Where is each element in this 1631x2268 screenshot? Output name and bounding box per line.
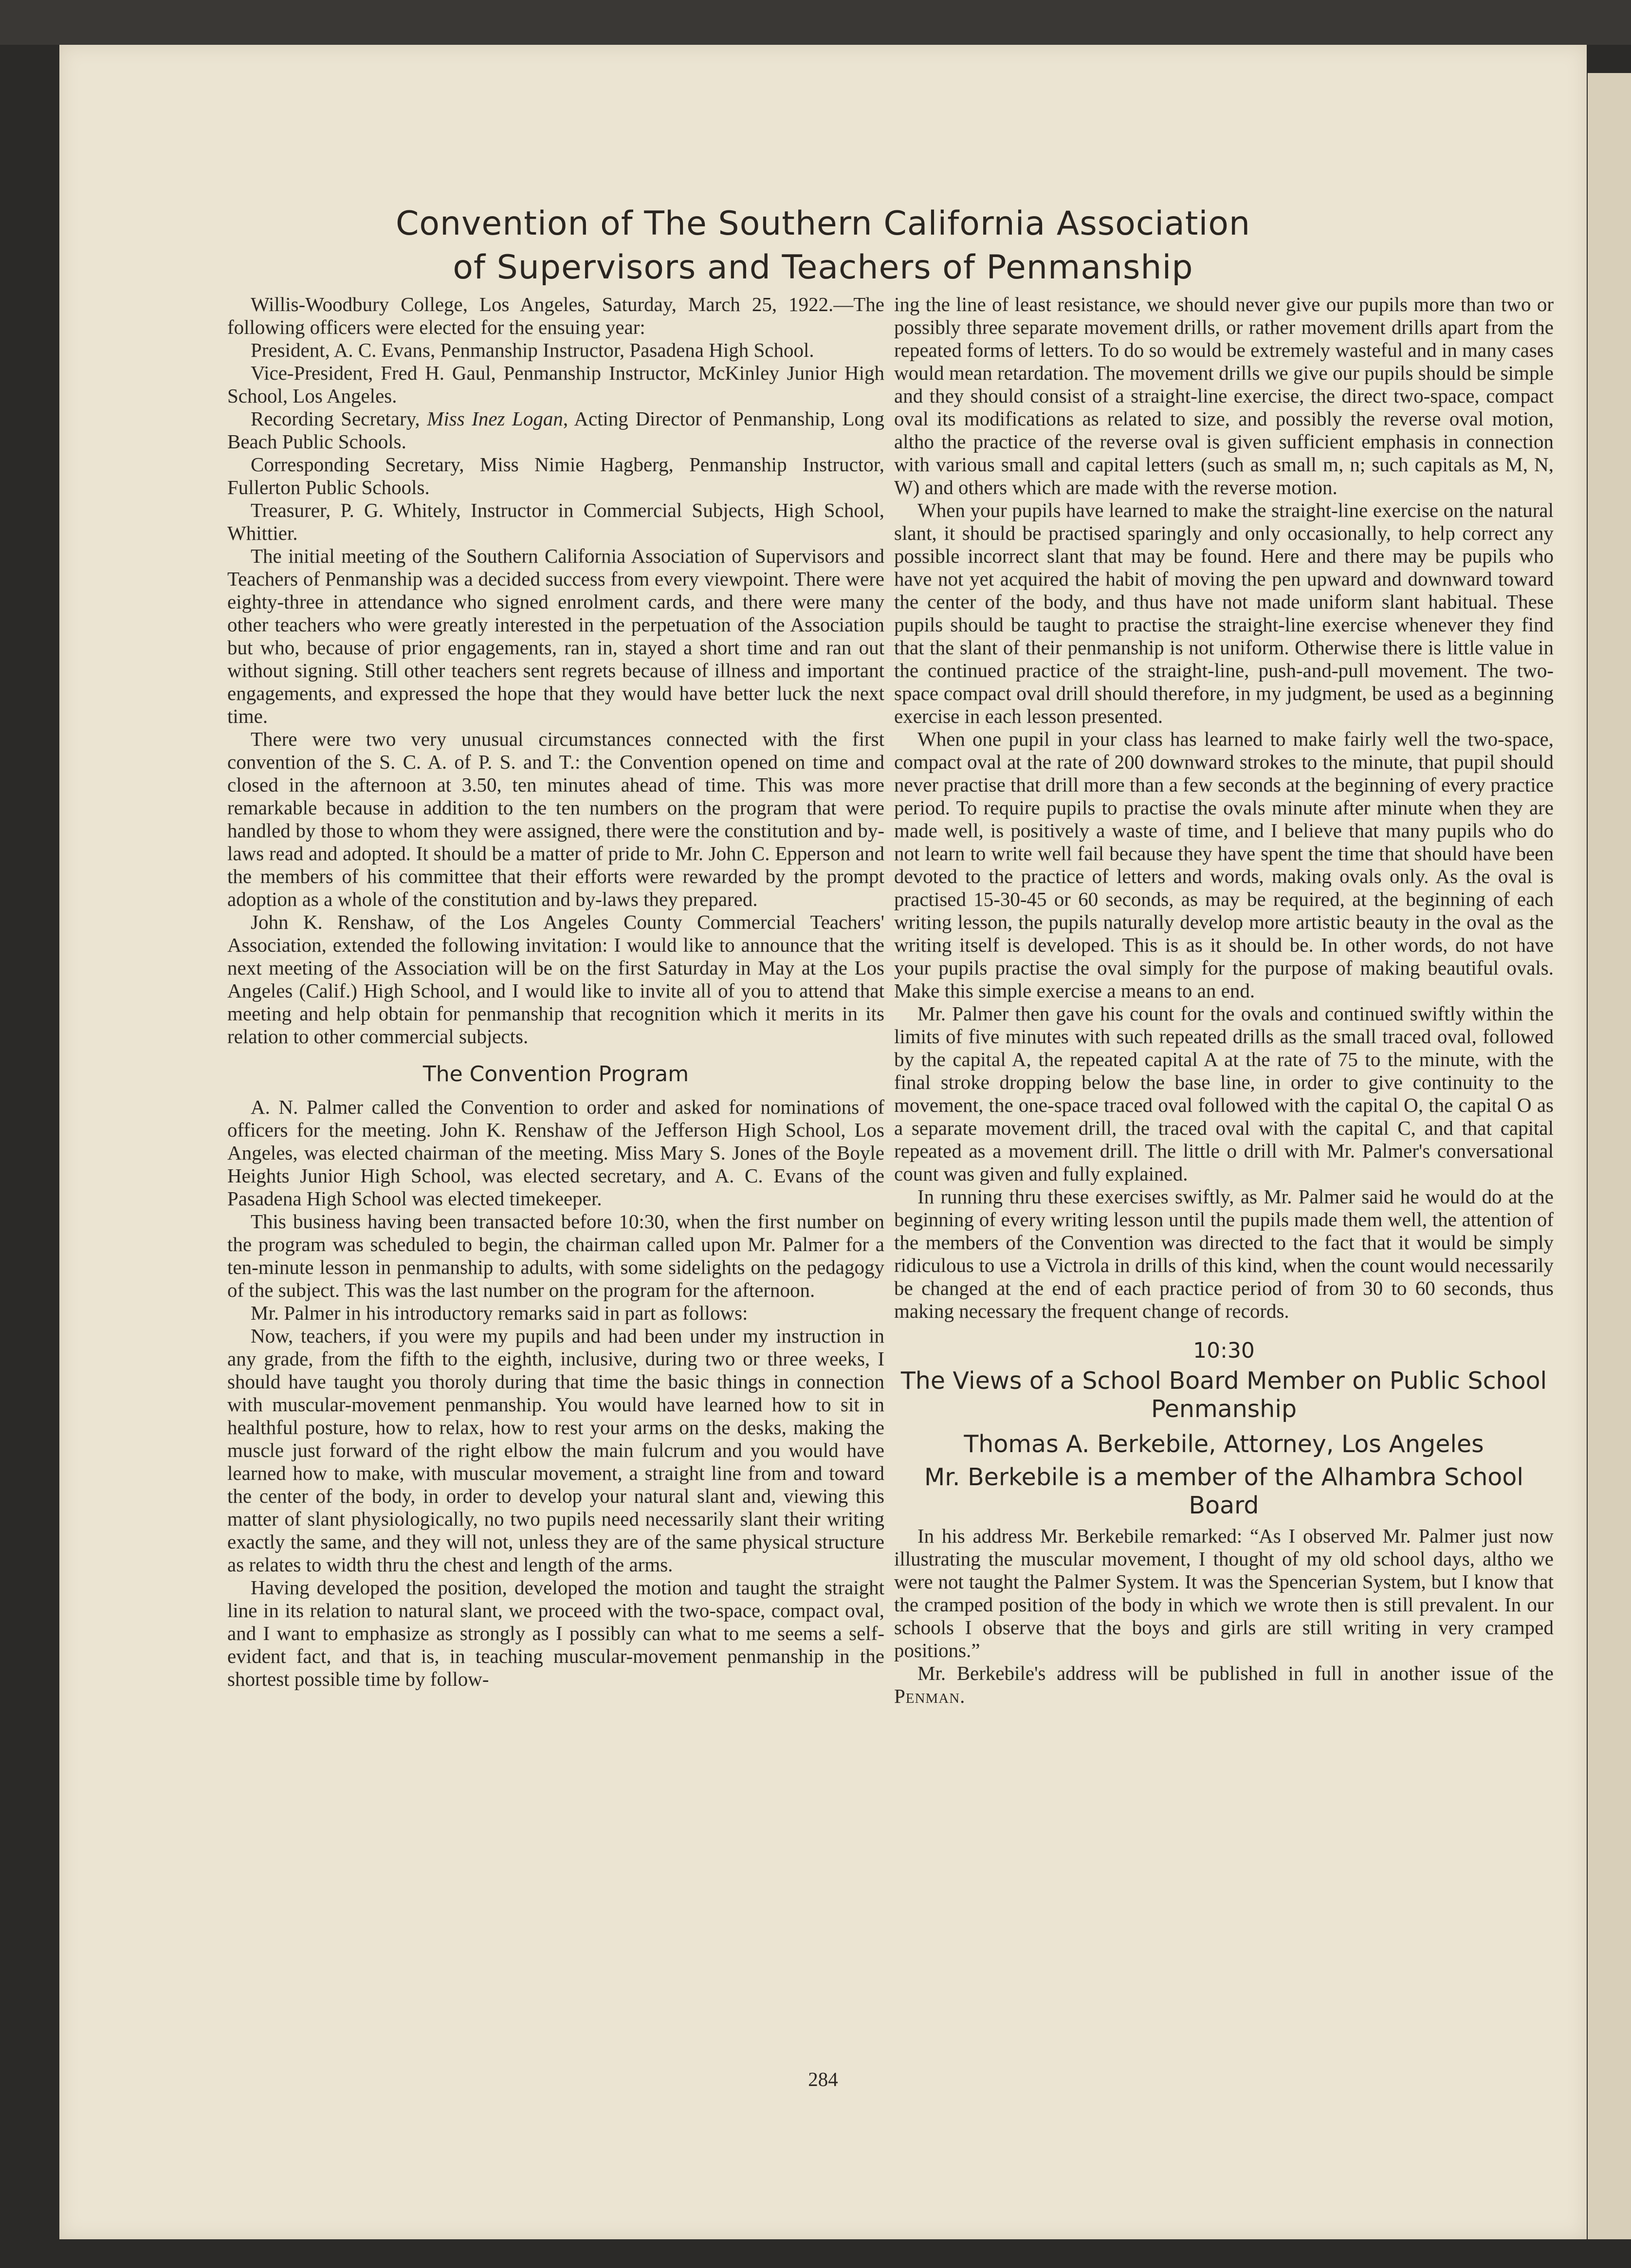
- speaker-subheading: Mr. Berkebile is a member of the Alhambra School Board: [924, 1463, 1523, 1519]
- text-run: , Acting Director of Penmanship, Long Beach Public Schools.: [227, 407, 884, 453]
- text-run: Mr. Berkebile's address will be published in full in another issue of the: [917, 1662, 1554, 1684]
- paragraph: John K. Renshaw, of the Los Angeles County Commercial Teachers' Association, extended the following invitation: I would like to announce that the next meeting of the Association will be on the first Saturday in May at the Los Angeles (Calif.) High School, and I would like to invite all of you to attend that meeting and help obtain for penmanship that recognition which it merits in its relation to other commercial subjects.: [227, 911, 884, 1048]
- paragraph: When your pupils have learned to make the straight-line exercise on the natural slant, it should be practised sparingly and only occasionally, to help correct any possible incorrect slant that may be found. Here and there may be pupils who have not yet acquired the habit of moving the pen upward and downward toward the center of the body, and thus have not made uniform slant habitual. These pupils should be taught to practise the straight-line exercise whenever they find that the slant of their penmanship is not uniform. Otherwise there is little value in the continued practice of the straight-line, push-and-pull movement. The two-space compact oval drill should therefore, in my judgment, be used as a beginning exercise in each lesson presented.: [894, 499, 1554, 727]
- paragraph: When one pupil in your class has learned to make fairly well the two-space, compact oval at the rate of 200 downward strokes to the minute, that pupil should never practise that drill more than a few seconds at the beginning of every practice period. To require pupils to practise the ovals minute after minute when they are made well, is positively a waste of time, and I believe that many pupils who do not learn to write well fail because they have spent the time that should have been devoted to the practice of letters and words, making ovals only. As the oval is practised 15-30-45 or 60 seconds, as may be required, at the beginning of each writing lesson, the pupils naturally develop more artistic beauty in the oval as the writing itself is developed. This is as it should be. In other words, do not have your pupils practise the oval simply for the purpose of making beautiful ovals. Make this simple exercise a means to an end.: [894, 728, 1554, 1002]
- paragraph: Now, teachers, if you were my pupils and had been under my instruction in any grade, from the fifth to the eighth, inclusive, during two or three weeks, I should have taught you thoroly during that time the basic things in connection with muscular-movement penmanship. You would have learned how to sit in healthful posture, how to relax, how to rest your arms on the desks, making the muscle just forward of the right elbow the main fulcrum and you would have learned how to make, with muscular movement, a straight line from and toward the center of the body, in order to develop your natural slant and, viewing this matter of slant physiologically, no two pupils need necessarily slant their writing exactly the same, and they will not, unless they are of the same physical structure as relates to width thru the chest and length of the arms.: [227, 1325, 884, 1576]
- next-page-edge: [1588, 73, 1631, 2239]
- paragraph: ing the line of least resistance, we should never give our pupils more than two or possibly three separate movement drills, or rather movement drills apart from the repeated forms of letters. To do so would be extremely wasteful and in many cases would mean retardation. The movement drills we give our pupils should be simple and they should consist of a straight-line exercise, the direct two-space, compact oval its modifications as related to size, and possibly the reverse oval motion, altho the practice of the reverse oval is given sufficient emphasis in connection with various small and capital letters (such as small m, n; such capitals as M, N, W) and others which are made with the reverse motion.: [894, 293, 1554, 498]
- section-heading: The Views of a School Board Member on Public School Penmanship: [900, 1367, 1547, 1423]
- right-column: [894, 293, 1554, 1708]
- paragraph: Mr. Palmer then gave his count for the ovals and continued swiftly within the limits of five minutes with such repeated drills as the small traced oval, followed by the capital A, the repeated capital A at the rate of 75 to the minute, with the final stroke dropping below the base line, in order to give continuity to the movement, the one-space traced oval followed with the capital O, the capital O as a separate movement drill, the traced oval with the capital C, and that capital repeated as a movement drill. The little o drill with Mr. Palmer's conversational count was given and fully explained.: [894, 1002, 1554, 1185]
- paragraph: A. N. Palmer called the Convention to order and asked for nominations of officers for the meeting. John K. Renshaw of the Jefferson High School, Los Angeles, was elected chairman of the meeting. Miss Mary S. Jones of the Boyle Heights Junior High School, was elected secretary, and A. C. Evans of the Pasadena High School was elected timekeeper.: [227, 1096, 884, 1210]
- paragraph: Vice-President, Fred H. Gaul, Penmanship Instructor, McKinley Junior High School, Los Angeles.: [227, 362, 884, 407]
- paragraph: Having developed the position, developed the motion and taught the straight line in its relation to natural slant, we proceed with the two-space, compact oval, and I want to emphasize as strongly as I possibly can what to me seems a self-evident fact, and that is, in teaching muscular-movement penmanship in the shortest possible time by follow-: [227, 1576, 884, 1690]
- paragraph: Corresponding Secretary, Miss Nimie Hagberg, Penmanship Instructor, Fullerton Public Schools.: [227, 453, 884, 498]
- paragraph: This business having been transacted before 10:30, when the first number on the program was scheduled to begin, the chairman called upon Mr. Palmer for a ten-minute lesson in penmanship to adults, with some sidelights on the pedagogy of the subject. This was the last number on the program for the afternoon.: [227, 1210, 884, 1301]
- paragraph: In running thru these exercises swiftly, as Mr. Palmer said he would do at the beginning of every writing lesson until the pupils made them well, the attention of the members of the Convention was directed to the fact that it would be simply ridiculous to use a Victrola in drills of this kind, when the count would necessarily be changed at the end of each practice period of from 30 to 60 seconds, thus making necessary the frequent change of records.: [894, 1185, 1554, 1322]
- publication-name: Penman: [894, 1685, 960, 1707]
- speaker-heading: Thomas A. Berkebile, Attorney, Los Angeles: [964, 1430, 1484, 1458]
- paragraph: In his address Mr. Berkebile remarked: “As I observed Mr. Palmer just now illustrating the muscular movement, I thought of my old school days, altho we were not taught the Palmer System. It was the Spencerian System, but I know that the cramped position of the body in which we wrote then is still prevalent. In our schools I observe that the boys and girls are still writing in very cramped positions.”: [894, 1525, 1554, 1661]
- paragraph: The initial meeting of the Southern California Association of Supervisors and Teachers of Penmanship was a decided success from every viewpoint. There were eighty-three in attendance who signed enrolment cards, and there were many other teachers who were greatly interested in the perpetuation of the Association but who, because of prior engagements, ran in, stayed a short time and ran out without signing. Still other teachers sent regrets because of illness and important engagements, and expressed the hope that they would have better luck the next time.: [227, 545, 884, 727]
- paragraph: There were two very unusual circumstances connected with the first convention of the S. C. A. of P. S. and T.: the Convention opened on time and closed in the afternoon at 3.50, ten minutes ahead of time. This was more remarkable because in addition to the ten numbers on the program that were handled by those to whom they were assigned, there were the constitution and by-laws read and adopted. It should be a matter of pride to Mr. John C. Epperson and the members of his committee that their efforts were rewarded by the prompt adoption as a whole of the constitution and by-laws they prepared.: [227, 728, 884, 910]
- program-time: 10:30: [1193, 1338, 1255, 1363]
- paragraph: President, A. C. Evans, Penmanship Instructor, Pasadena High School.: [251, 339, 814, 361]
- paragraph: Mr. Palmer in his introductory remarks said in part as follows:: [251, 1302, 748, 1324]
- section-heading: The Convention Program: [422, 1062, 689, 1087]
- paragraph: [227, 407, 884, 453]
- paragraph: Treasurer, P. G. Whitely, Instructor in Commercial Subjects, High School, Whittier.: [227, 499, 884, 544]
- article-title-line-1: Convention of The Southern California Association: [395, 204, 1251, 243]
- text-run: .: [960, 1685, 965, 1707]
- text-run: Recording Secretary,: [251, 407, 427, 430]
- left-column: [227, 293, 884, 1691]
- scan-background-top: [0, 0, 1631, 45]
- article-title-line-2: of Supervisors and Teachers of Penmanship: [453, 248, 1193, 287]
- paragraph: Willis-Woodbury College, Los Angeles, Saturday, March 25, 1922.—The following officers were elected for the ensuing year:: [227, 293, 884, 338]
- page-number: 284: [808, 2068, 838, 2090]
- italic-name: Miss Inez Logan: [427, 407, 563, 430]
- paragraph: [894, 1662, 1554, 1708]
- document-page: [59, 45, 1587, 2239]
